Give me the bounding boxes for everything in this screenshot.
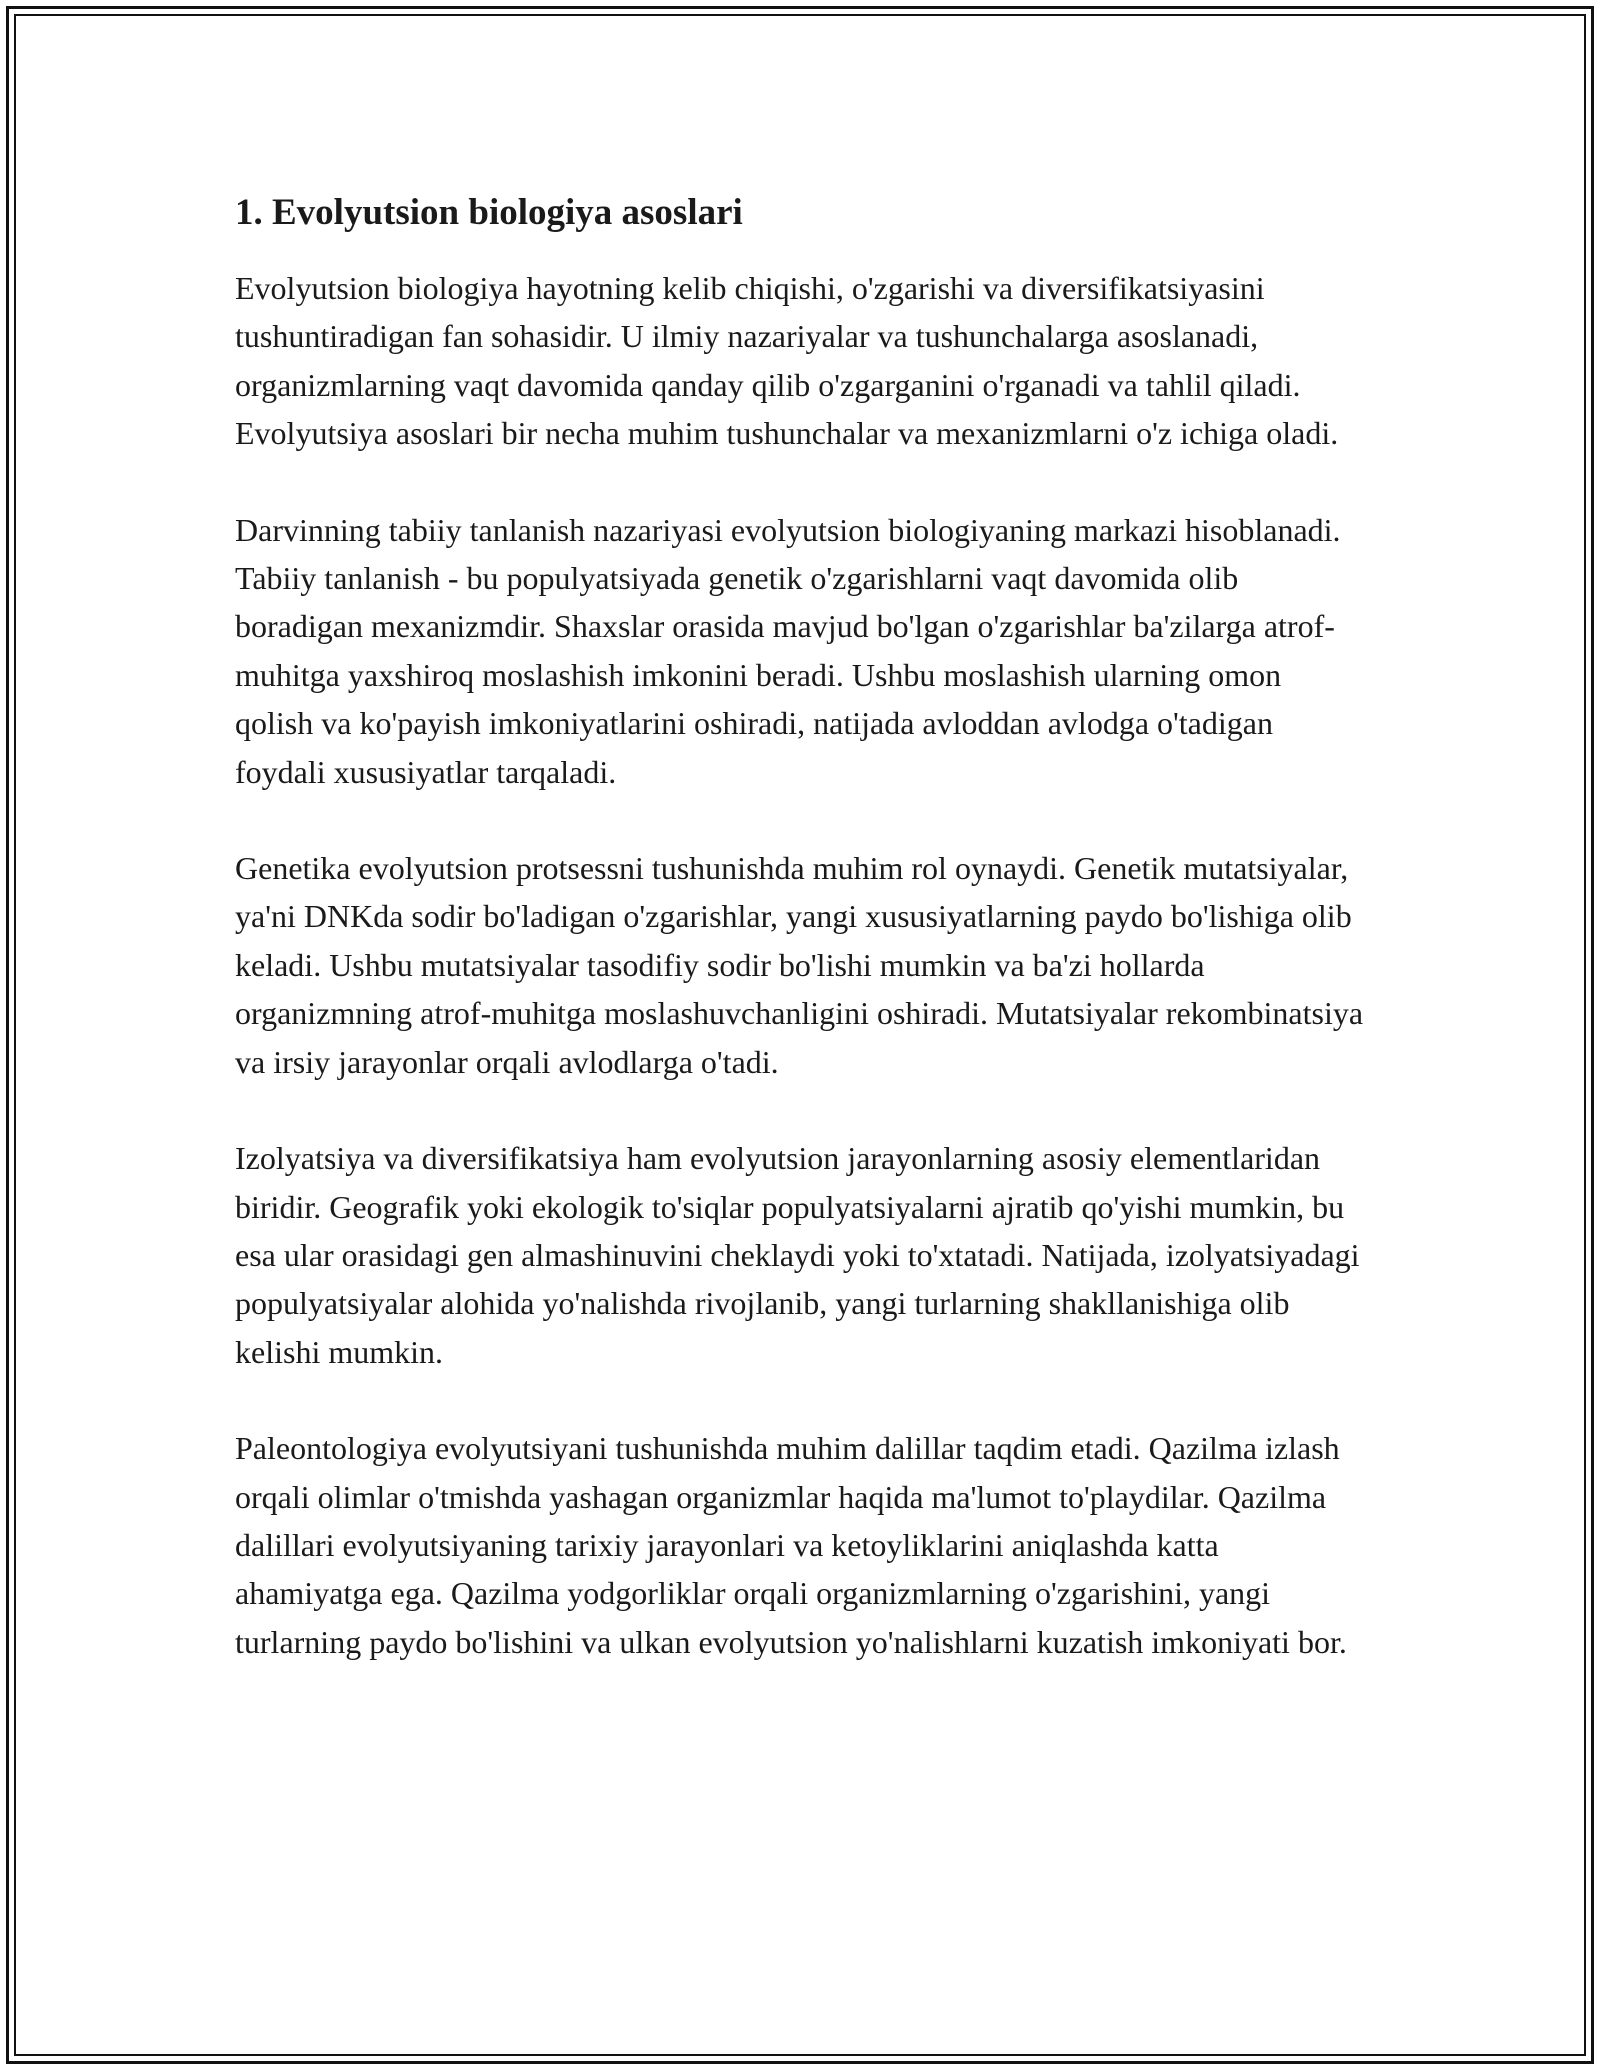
section-heading: 1. Evolyutsion biologiya asoslari — [235, 192, 743, 233]
paragraph-paleontology: Paleontologiya evolyutsiyani tushunishda muhim dalillar taqdim etadi. Qazilma izlash orqali olimlar o'tmishda yashagan organizmlar haqida ma'lumot to'playdilar. Qazilma dalillari evolyutsiyaning tarixiy jarayonlari va ketoyliklarini aniqlashda katta ahamiyatga ega. Qazilma yodgorliklar orqali organizmlarning o'zgarishini, yangi turlarning paydo bo'lishini va ulkan evolyutsion yo'nalishlarni kuzatish imkoniyati bor. — [235, 1430, 1347, 1660]
paragraph-intro: Evolyutsion biologiya hayotning kelib chiqishi, o'zgarishi va diversifikatsiyasini tushuntiradigan fan sohasidir. U ilmiy nazariyalar va tushunchalarga asoslanadi, organizmlarning vaqt davomida qanday qilib o'zgarganini o'rganadi va tahlil qiladi. Evolyutsiya asoslari bir necha muhim tushunchalar va mexanizmlarni o'z ichiga oladi. — [235, 270, 1339, 452]
paragraph-isolation: Izolyatsiya va diversifikatsiya ham evolyutsion jarayonlarning asosiy elementlaridan biridir. Geografik yoki ekologik to'siqlar populyatsiyalarni ajratib qo'yishi mumkin, bu esa ular orasidagi gen almashinuvini cheklaydi yoki to'xtatadi. Natijada, izolyatsiyadagi populyatsiyalar alohida yo'nalishda rivojlanib, yangi turlarning shakllanishiga olib kelishi mumkin. — [235, 1140, 1360, 1370]
paragraph-natural-selection: Darvinning tabiiy tanlanish nazariyasi evolyutsion biologiyaning markazi hisoblanadi. Tabiiy tanlanish - bu populyatsiyada genetik o'zgarishlarni vaqt davomida olib boradigan mexanizmdir. Shaxslar orasida mavjud bo'lgan o'zgarishlar ba'zilarga atrof-muhitga yaxshiroq moslashish imkonini beradi. Ushbu moslashish ularning omon qolish va ko'payish imkoniyatlarini oshiradi, natijada avloddan avlodga o'tadigan foydali xususiyatlar tarqaladi. — [235, 511, 1341, 790]
paragraph-genetics: Genetika evolyutsion protsessni tushunishda muhim rol oynaydi. Genetik mutatsiyalar, ya'ni DNKda sodir bo'ladigan o'zgarishlar, yangi xususiyatlarning paydo bo'lishiga olib keladi. Ushbu mutatsiyalar tasodifiy sodir bo'lishi mumkin va ba'zi hollarda organizmning atrof-muhitga moslashuvchanligini oshiradi. Mutatsiyalar rekombinatsiya va irsiy jarayonlar orqali avlodlarga o'tadi. — [235, 850, 1364, 1080]
document-body — [235, 186, 1365, 1714]
